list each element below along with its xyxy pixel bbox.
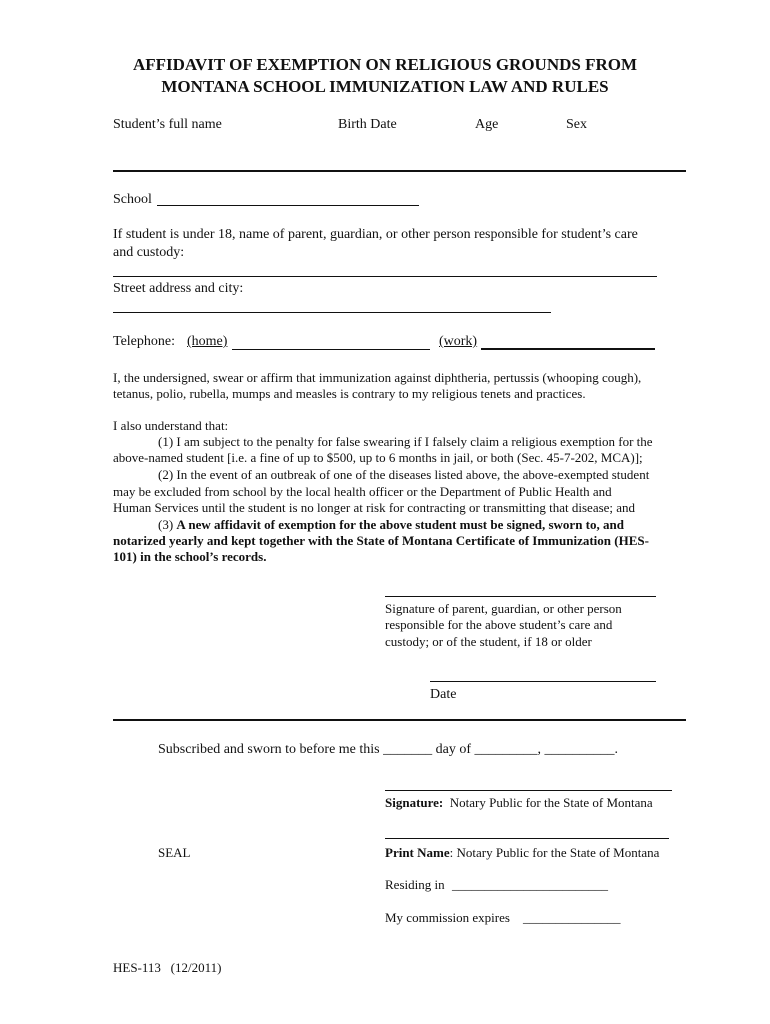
item-3-line-2: notarized yearly and kept together with the State of Montana Certificate of Immunization (HES- — [113, 533, 649, 548]
street-address-label: Street address and city: — [113, 281, 244, 296]
signature-caption-line-1: Signature of parent, guardian, or other person — [385, 601, 622, 616]
signature-caption-line-3: custody; or of the student, if 18 or older — [385, 634, 592, 649]
residing-in-label: Residing in — [385, 877, 445, 892]
guardian-name-field[interactable] — [113, 276, 657, 277]
item-3-bold-line-1: A new affidavit of exemption for the above student must be signed, sworn to, and — [176, 517, 624, 532]
print-name-rest: : Notary Public for the State of Montana — [449, 845, 660, 860]
item-3-number: (3) — [158, 517, 174, 532]
telephone-label: Telephone: — [113, 334, 175, 349]
residing-in-field[interactable]: ________________________ — [452, 877, 608, 892]
form-title-line-2: MONTANA SCHOOL IMMUNIZATION LAW AND RULES — [161, 77, 609, 96]
item-1-line-2: above-named student [i.e. a fine of up to $500, up to 6 months in jail, or both (Sec. 45-7-202, MCA)]; — [113, 450, 643, 465]
street-address-field[interactable] — [113, 312, 551, 313]
notary-signature-rest: Notary Public for the State of Montana — [449, 795, 653, 810]
statement-line-1: I, the undersigned, swear or affirm that immunization against diphtheria, pertussis (whooping cough), — [113, 370, 642, 385]
notary-signature-caption — [385, 795, 653, 811]
sex-label: Sex — [566, 117, 587, 132]
understand-intro: I also understand that: — [113, 418, 229, 433]
notary-print-name-caption — [385, 845, 659, 861]
item-2-line-3: Human Services until the student is no longer at risk for contracting or transmitting that disease; and — [113, 500, 636, 515]
telephone-home-field[interactable] — [232, 349, 430, 350]
signature-date-line[interactable] — [430, 681, 656, 682]
school-label: School — [113, 192, 152, 207]
subscribed-sworn-text: Subscribed and sworn to before me this _______ day of _________, __________. — [158, 742, 618, 757]
notary-print-name-line[interactable] — [385, 838, 669, 839]
date-label: Date — [430, 687, 457, 702]
school-field[interactable] — [157, 205, 419, 206]
form-id-footer: HES-113 (12/2011) — [113, 960, 222, 975]
telephone-home-label: (home) — [187, 334, 228, 349]
age-label: Age — [475, 117, 499, 132]
commission-expires-label: My commission expires — [385, 910, 510, 925]
statement-line-2: tetanus, polio, rubella, mumps and measles is contrary to my religious tenets and practices. — [113, 386, 586, 401]
item-3-line-3: 101) in the school’s records. — [113, 549, 267, 564]
guardian-prompt-line-1: If student is under 18, name of parent, guardian, or other person responsible for student’s care — [113, 227, 638, 242]
signature-caption-line-2: responsible for the above student’s care and — [385, 617, 613, 632]
telephone-work-field[interactable] — [481, 348, 655, 350]
item-3-line-1 — [158, 517, 624, 534]
student-full-name-label: Student’s full name — [113, 117, 222, 132]
seal-label: SEAL — [158, 845, 191, 860]
notary-signature-bold: Signature: — [385, 795, 444, 810]
notary-signature-line[interactable] — [385, 790, 672, 791]
item-1-line-1: (1) I am subject to the penalty for false swearing if I falsely claim a religious exemption for the — [158, 434, 653, 449]
item-2-line-1: (2) In the event of an outbreak of one of the diseases listed above, the above-exempted student — [158, 467, 650, 482]
print-name-bold: Print Name — [385, 845, 450, 860]
guardian-prompt-line-2: and custody: — [113, 245, 185, 260]
form-title-line-1: AFFIDAVIT OF EXEMPTION ON RELIGIOUS GROUNDS FROM — [132, 55, 638, 74]
item-2-line-2: may be excluded from school by the local health officer or the Department of Public Health and — [113, 484, 612, 499]
student-info-line[interactable] — [113, 170, 686, 172]
birth-date-label: Birth Date — [338, 117, 397, 132]
parent-signature-line[interactable] — [385, 596, 656, 597]
commission-expires-field[interactable]: _______________ — [523, 910, 621, 925]
telephone-work-label: (work) — [439, 334, 478, 349]
section-divider — [113, 719, 686, 721]
